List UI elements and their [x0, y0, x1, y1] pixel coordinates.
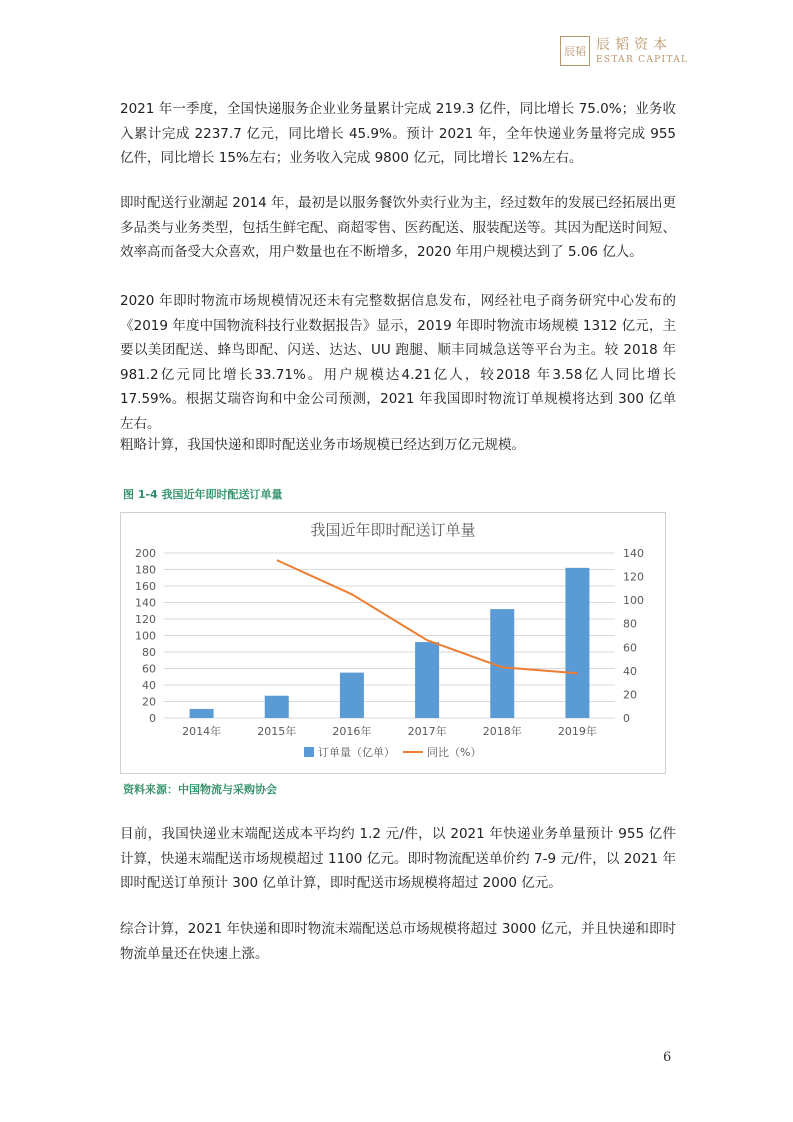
legend-label-yoy: 同比（%）: [427, 746, 482, 759]
x-tick-label: 2014年: [182, 725, 222, 738]
company-logo: [560, 36, 688, 66]
page-number: 6: [663, 1050, 672, 1065]
bar: [340, 673, 364, 718]
x-tick-label: 2018年: [482, 725, 522, 738]
paragraph-cost-calculation: 目前，我国快递业末端配送成本平均约 1.2 元/件，以 2021 年快递业务单量预计 955 亿件计算，快递末端配送市场规模超过 1100 亿元。即时物流配送单价约 7-9 元/件，以 2021 年即时配送订单预计 300 亿单计算，即时配送市场规模将超过 2000 亿元。: [120, 826, 676, 891]
y-right-tick-label: 60: [623, 641, 637, 655]
paragraph-instant-logistics-market: 2020 年即时物流市场规模情况还未有完整数据信息发布，网经社电子商务研究中心发布的《2019 年度中国物流科技行业数据报告》显示，2019 年即时物流市场规模 1312 亿元，主要以美团配送、蜂鸟即配、闪送、达达、UU 跑腿、顺丰同城急送等平台为主。较 2018 年 981.2亿元同比增长33.71%。用户规模达4.21亿人，较2018 年3.58亿人同比增长17.59%。根据艾瑞咨询和中金公司预测，2021 年我国即时物流订单规模将达到 300 亿单左右。: [120, 293, 676, 432]
paragraph-instant-delivery: 即时配送行业潮起 2014 年，最初是以服务餐饮外卖行业为主，经过数年的发展已经拓展出更多品类与业务类型，包括生鲜宅配、商超零售、医药配送、服装配送等。其因为配送时间短、效率高而备受大众喜欢，用户数量也在不断增多，2020 年用户规模达到了 5.06 亿人。: [120, 195, 676, 260]
y-left-tick-label: 60: [142, 662, 156, 676]
legend-label-orders: 订单量（亿单）: [318, 746, 395, 759]
figure-caption: 图 1-4 我国近年即时配送订单量: [123, 488, 283, 501]
y-right-tick-label: 120: [623, 570, 644, 584]
y-right-tick-label: 100: [623, 594, 644, 608]
y-left-tick-label: 40: [142, 679, 156, 692]
y-right-tick-label: 80: [623, 617, 637, 631]
legend-swatch-orders: [304, 747, 314, 757]
chart-title: 我国近年即时配送订单量: [310, 521, 476, 539]
order-volume-chart: [121, 513, 665, 773]
x-tick-label: 2016年: [332, 725, 372, 738]
logo-seal-text: 辰韬: [564, 44, 586, 58]
x-tick-label: 2017年: [407, 725, 447, 738]
logo-chinese-name: 辰韬资本: [596, 37, 672, 53]
paragraph-conclusion: 综合计算，2021 年快递和即时物流末端配送总市场规模将超过 3000 亿元，并且快递和即时物流单量还在快速上涨。: [120, 921, 676, 962]
y-left-tick-label: 140: [135, 596, 156, 610]
chart-frame: [120, 512, 666, 774]
y-left-tick-label: 120: [135, 613, 156, 626]
paragraph-rough-estimate: 粗略计算，我国快递和即时配送业务市场规模已经达到万亿元规模。: [120, 437, 525, 453]
bar: [190, 709, 214, 718]
y-left-tick-label: 100: [135, 629, 156, 643]
figure-source: 资料来源：中国物流与采购协会: [123, 783, 277, 796]
y-right-tick-label: 140: [623, 547, 644, 560]
y-left-tick-label: 200: [135, 547, 156, 560]
logo-seal: [560, 36, 590, 66]
y-left-tick-label: 160: [135, 580, 156, 593]
y-left-tick-label: 180: [135, 563, 156, 577]
y-right-tick-label: 0: [623, 712, 630, 725]
y-left-tick-label: 20: [142, 695, 156, 709]
x-tick-label: 2015年: [257, 725, 297, 738]
y-left-tick-label: 80: [142, 646, 156, 659]
paragraph-express-q1: 2021 年一季度，全国快递服务企业业务量累计完成 219.3 亿件，同比增长 75.0%；业务收入累计完成 2237.7 亿元，同比增长 45.9%。预计 2021 年，全年快递业务量将完成 955 亿件，同比增长 15%左右；业务收入完成 9800 亿元，同比增长 12%左右。: [120, 101, 676, 166]
bar: [265, 696, 289, 718]
bar: [415, 642, 439, 718]
bar: [565, 568, 589, 718]
y-right-tick-label: 40: [623, 664, 637, 678]
logo-english-name: ESTAR CAPITAL: [596, 55, 689, 65]
x-tick-label: 2019年: [557, 725, 597, 738]
y-left-tick-label: 0: [149, 712, 156, 725]
y-right-tick-label: 20: [623, 688, 637, 702]
